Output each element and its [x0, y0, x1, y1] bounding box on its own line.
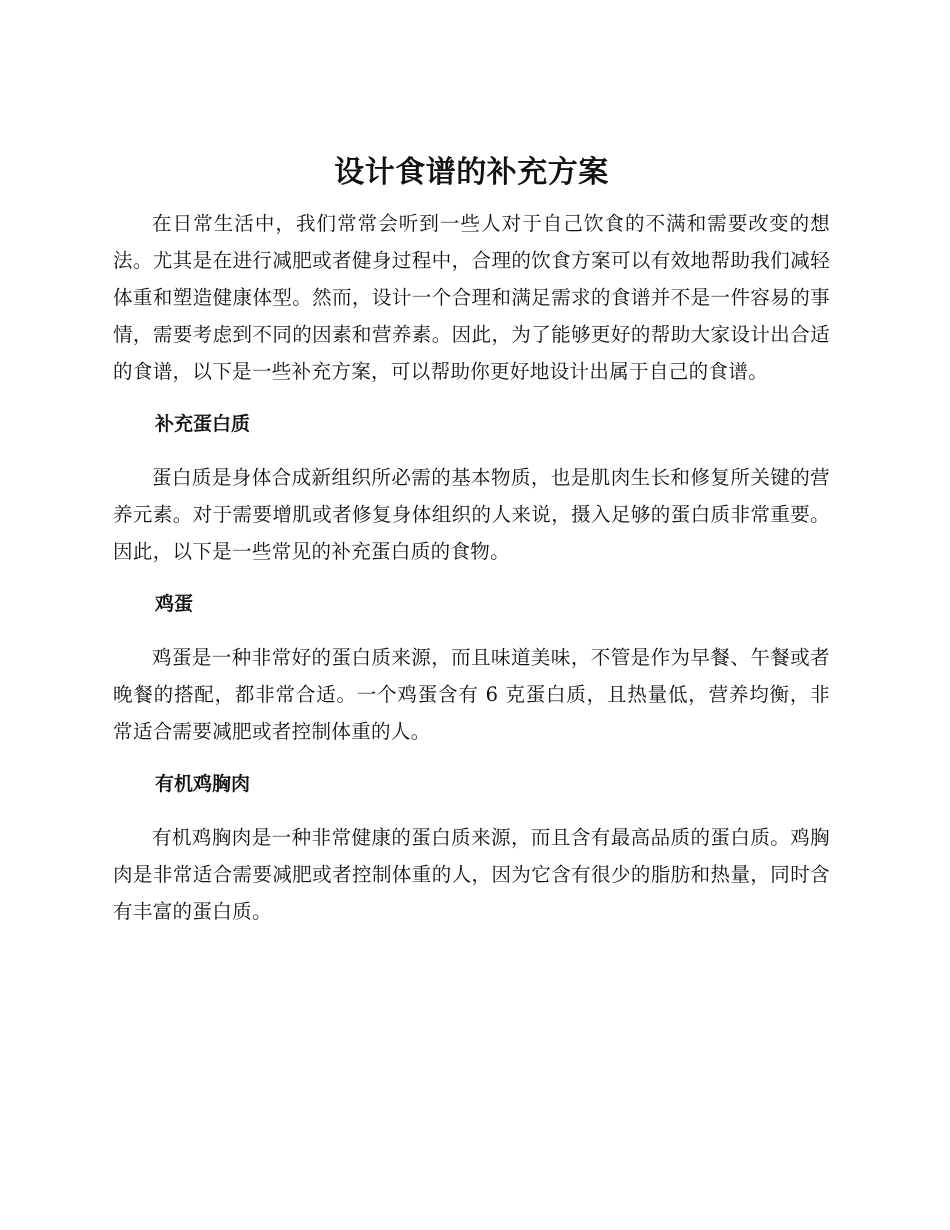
document-title: 设计食谱的补充方案 [334, 155, 609, 190]
document-page [113, 148, 830, 946]
section-heading-protein: 补充蛋白质 [155, 413, 251, 435]
section-heading-chicken-breast: 有机鸡胸肉 [155, 773, 251, 795]
section-body-protein: 蛋白质是身体合成新组织所必需的基本物质，也是肌肉生长和修复所关键的营养元素。对于需要增肌或者修复身体组织的人来说，摄入足够的蛋白质非常重要。因此，以下是一些常见的补充蛋白质的食物。 [113, 466, 830, 563]
section-body-eggs: 鸡蛋是一种非常好的蛋白质来源，而且味道美味，不管是作为早餐、午餐或者晚餐的搭配，都非常合适。一个鸡蛋含有 6 克蛋白质，且热量低，营养均衡，非常适合需要减肥或者控制体重的人。 [113, 646, 830, 743]
section-body-chicken-breast: 有机鸡胸肉是一种非常健康的蛋白质来源，而且含有最高品质的蛋白质。鸡胸肉是非常适合需要减肥或者控制体重的人，因为它含有很少的脂肪和热量，同时含有丰富的蛋白质。 [113, 826, 830, 923]
section-heading-eggs: 鸡蛋 [155, 593, 194, 615]
intro-paragraph: 在日常生活中，我们常常会听到一些人对于自己饮食的不满和需要改变的想法。尤其是在进行减肥或者健身过程中，合理的饮食方案可以有效地帮助我们减轻体重和塑造健康体型。然而，设计一个合理和满足需求的食谱并不是一件容易的事情，需要考虑到不同的因素和营养素。因此，为了能够更好的帮助大家设计出合适的食谱，以下是一些补充方案，可以帮助你更好地设计出属于自己的食谱。 [113, 212, 830, 383]
